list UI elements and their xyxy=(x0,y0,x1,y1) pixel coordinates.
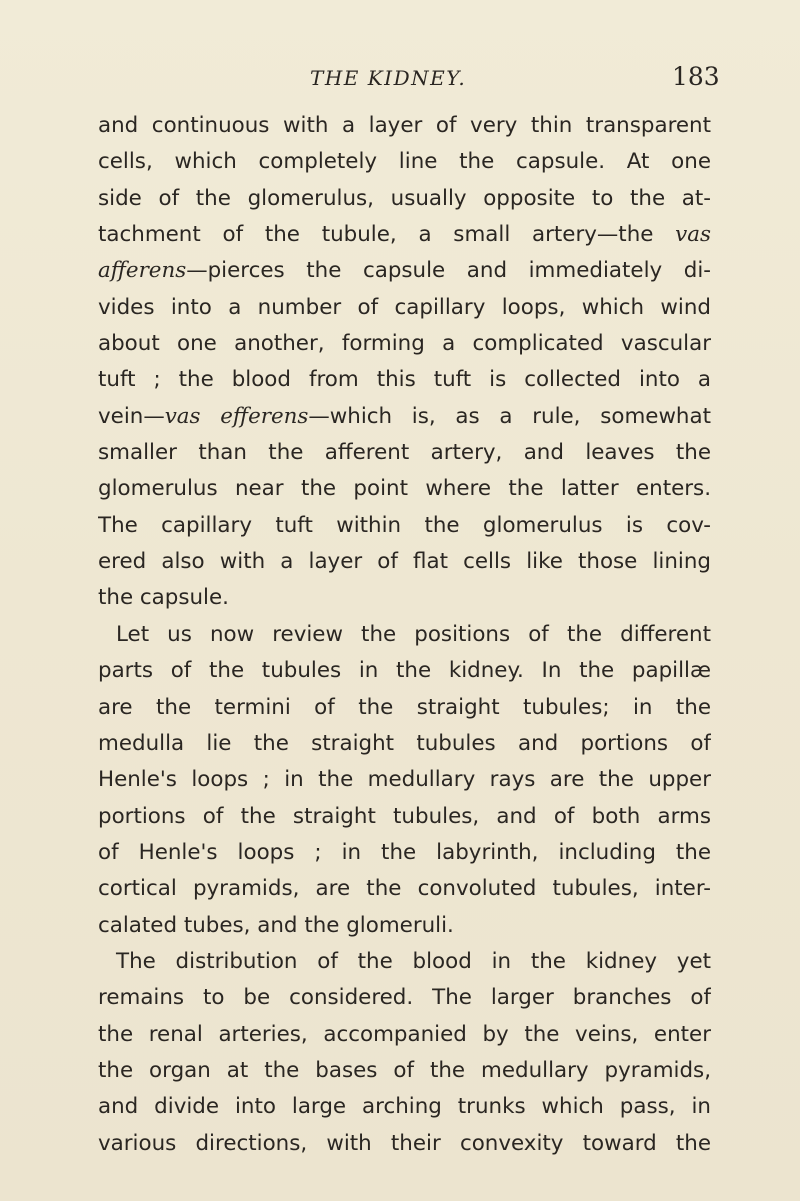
text-line xyxy=(98,871,711,907)
text-line xyxy=(98,326,711,362)
text-segment: portions of the straight tubules, and of both arms xyxy=(98,803,711,829)
text-segment: ered also with a layer of flat cells like those lining xyxy=(98,549,711,575)
text-segment: medulla lie the straight tubules and portions of xyxy=(98,730,711,756)
text-line xyxy=(98,653,711,689)
text-segment: remains to be considered. The larger branches of xyxy=(98,985,711,1011)
text-segment: and continuous with a layer of very thin transparent xyxy=(98,113,711,138)
text-segment: cortical pyramids, are the convoluted tubules, inter- xyxy=(98,876,711,902)
text-line xyxy=(98,980,711,1016)
text-line xyxy=(98,544,711,580)
text-line xyxy=(98,471,711,507)
text-segment: tachment of the tubule, a small artery—the xyxy=(98,222,676,248)
text-segment: various directions, with their convexity toward the xyxy=(98,1130,711,1156)
text-line xyxy=(98,690,711,726)
running-head xyxy=(0,60,800,100)
text-line xyxy=(98,944,711,980)
text-segment: of Henle's loops ; in the labyrinth, including the xyxy=(98,839,711,865)
text-line xyxy=(98,1017,711,1053)
italic-term: vas efferens xyxy=(164,403,309,429)
text-segment: the capsule. xyxy=(98,585,229,611)
text-line xyxy=(98,726,711,762)
text-segment: —which is, as a rule, somewhat xyxy=(308,403,711,429)
text-line xyxy=(98,253,711,289)
text-segment: Let us now review the positions of the different xyxy=(116,621,711,647)
text-segment: glomerulus near the point where the latter enters. xyxy=(98,476,711,502)
text-line xyxy=(98,799,711,835)
text-segment: —pierces the capsule and immediately di- xyxy=(186,258,711,284)
text-segment: tuft ; the blood from this tuft is collected into a xyxy=(98,367,711,393)
text-line xyxy=(98,1089,711,1125)
page-number: 183 xyxy=(672,62,720,91)
text-line xyxy=(98,290,711,326)
text-segment: Henle's loops ; in the medullary rays are the upper xyxy=(98,767,711,793)
text-segment: cells, which completely line the capsule. At one xyxy=(98,149,711,175)
text-line xyxy=(98,908,711,944)
text-segment: The capillary tuft within the glomerulus is cov- xyxy=(98,512,711,538)
text-line xyxy=(98,617,711,653)
text-segment: parts of the tubules in the kidney. In the papillæ xyxy=(98,658,711,684)
text-segment: calated tubes, and the glomeruli. xyxy=(98,912,454,938)
text-segment: the renal arteries, accompanied by the veins, enter xyxy=(98,1021,711,1047)
text-segment: are the termini of the straight tubules; in the xyxy=(98,694,711,720)
text-segment: the organ at the bases of the medullary pyramids, xyxy=(98,1057,711,1083)
text-segment: and divide into large arching trunks which pass, in xyxy=(98,1094,711,1120)
text-segment: about one another, forming a complicated vascular xyxy=(98,331,711,357)
text-line xyxy=(98,762,711,798)
text-line xyxy=(98,399,711,435)
text-line xyxy=(98,362,711,398)
text-line xyxy=(98,1126,711,1162)
body-text xyxy=(98,108,711,1162)
text-segment: smaller than the afferent artery, and leaves the xyxy=(98,440,711,466)
text-segment: The distribution of the blood in the kidney yet xyxy=(116,948,711,974)
text-line xyxy=(98,108,711,144)
text-line xyxy=(98,181,711,217)
italic-term: afferens xyxy=(98,258,187,284)
text-segment: side of the glomerulus, usually opposite to the at- xyxy=(98,185,711,211)
text-line xyxy=(98,835,711,871)
text-segment: vides into a number of capillary loops, which wind xyxy=(98,294,711,320)
text-line xyxy=(98,580,711,616)
text-line xyxy=(98,144,711,180)
text-line xyxy=(98,1053,711,1089)
text-line xyxy=(98,508,711,544)
text-line xyxy=(98,435,711,471)
italic-term: vas xyxy=(675,222,711,248)
running-title: THE KIDNEY. xyxy=(310,66,467,90)
text-segment: vein— xyxy=(98,403,165,429)
text-line xyxy=(98,217,711,253)
